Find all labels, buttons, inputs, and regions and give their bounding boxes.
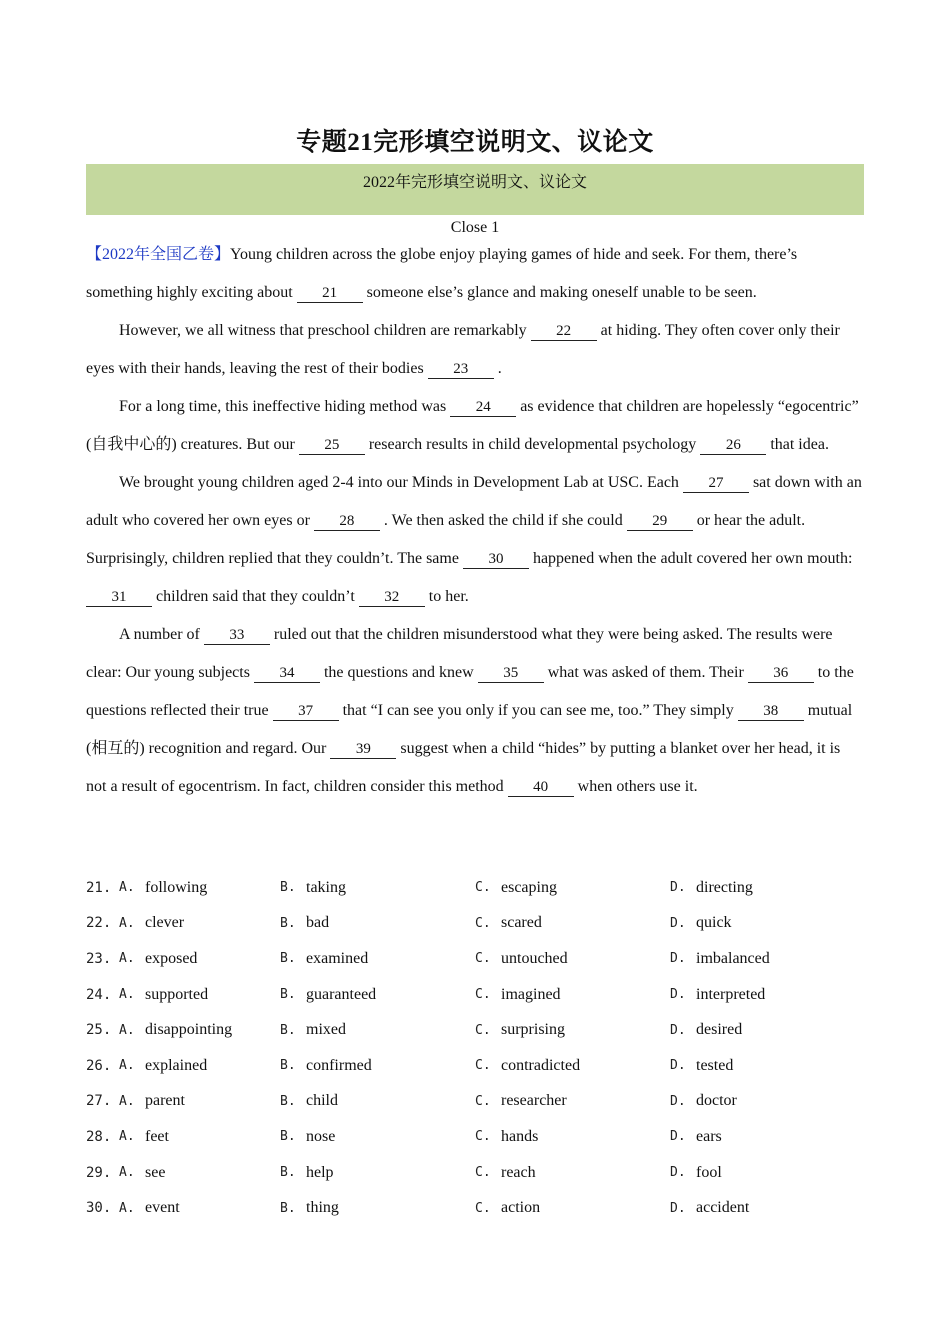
blank-34: 34 [254,664,320,683]
option-letter: D. [670,915,686,931]
option-text: imagined [501,985,561,1003]
option-text: fool [696,1163,722,1181]
option-text: untouched [501,949,568,967]
question-number: 24. [86,986,112,1003]
option-text: supported [145,985,209,1003]
option-d [670,950,860,968]
option-text: scared [501,914,542,932]
option-text: disappointing [145,1021,233,1039]
option-letter: A. [119,987,135,1003]
blank-21: 21 [297,284,363,303]
option-text: reach [501,1163,536,1181]
passage-paragraph: 【2022年全国乙卷】Young children across the globe enjoy playing games of hide and seek. For them, there’s something highly exciting about 21 someone else’s glance and making oneself unable to be seen. [86,246,798,301]
blank-28: 28 [314,512,380,531]
option-letter: B. [280,1058,296,1074]
option-c [475,1128,670,1146]
option-a [119,1128,280,1146]
blank-24: 24 [450,398,516,417]
option-text: following [145,878,208,896]
question-number: 25. [86,1022,112,1039]
option-text: examined [306,949,369,967]
passage-paragraph: A number of 33 ruled out that the children misunderstood what they were being asked. The results were clear: Our young subjects 34 the questions and knew 35 what was asked of them. Their 36 to the questions reflected their true 37 that “I can see you only if you can see me, too.” They simply 38 mutual (相互的) recognition and regard. Our 39 suggest when a child “hides” by putting a blanket over her head, it is not a result of egocentrism. In fact, children consider this method 40 when others use it. [86,626,854,795]
option-b [280,879,475,897]
option-text: desired [696,1021,743,1039]
option-text: help [306,1163,334,1181]
blank-39: 39 [330,740,396,759]
option-text: guaranteed [306,985,377,1003]
option-a [119,1021,280,1039]
option-text: quick [696,914,732,932]
option-text: contradicted [501,1056,581,1074]
option-a [119,1199,280,1217]
option-a [119,879,280,897]
option-text: thing [306,1199,339,1217]
blank-31: 31 [86,588,152,607]
option-b [280,1128,475,1146]
option-row [86,941,864,977]
option-text: researcher [501,1092,567,1110]
section-banner [86,164,864,215]
options-table [86,870,864,1226]
option-text: accident [696,1199,750,1217]
option-text: explained [145,1056,208,1074]
option-text: bad [306,914,330,932]
option-d [670,1199,860,1217]
option-a [119,1057,280,1075]
option-text: hands [501,1127,539,1145]
option-d [670,914,860,932]
option-letter: D. [670,951,686,967]
cloze-label: Close 1 [450,219,500,236]
option-row [86,906,864,942]
option-letter: B. [280,1129,296,1145]
option-row [86,1190,864,1226]
option-c [475,1199,670,1217]
option-c [475,950,670,968]
option-letter: A. [119,1200,135,1216]
option-letter: A. [119,915,135,931]
option-d [670,1092,860,1110]
question-number: 27. [86,1093,112,1110]
option-b [280,914,475,932]
blank-33: 33 [204,626,270,645]
question-number: 28. [86,1128,112,1145]
option-c [475,1021,670,1039]
option-b [280,1092,475,1110]
option-d [670,986,860,1004]
passage-paragraph: However, we all witness that preschool children are remarkably 22 at hiding. They often cover only their eyes with their hands, leaving the rest of their bodies 23 . [86,322,840,377]
blank-26: 26 [700,436,766,455]
option-letter: C. [475,1058,491,1074]
option-letter: C. [475,1093,491,1109]
page-title: 专题21完形填空说明文、议论文 [296,129,654,156]
option-text: ears [696,1127,722,1145]
option-row [86,1155,864,1191]
question-number: 22. [86,915,112,932]
option-b [280,950,475,968]
option-a [119,1092,280,1110]
option-text: mixed [306,1021,346,1039]
option-letter: B. [280,1022,296,1038]
option-d [670,1057,860,1075]
option-letter: B. [280,915,296,931]
option-letter: D. [670,880,686,896]
option-d [670,879,860,897]
option-letter: B. [280,1200,296,1216]
blank-38: 38 [738,702,804,721]
option-letter: D. [670,1165,686,1181]
option-letter: A. [119,951,135,967]
question-number: 29. [86,1164,112,1181]
source-tag: 【2022年全国乙卷】 [86,246,231,263]
option-letter: B. [280,880,296,896]
option-row [86,1119,864,1155]
blank-22: 22 [531,322,597,341]
option-text: nose [306,1127,336,1145]
option-text: taking [306,878,346,896]
option-text: action [501,1199,541,1217]
option-text: escaping [501,878,557,896]
blank-23: 23 [428,360,494,379]
option-row [86,1048,864,1084]
option-c [475,1057,670,1075]
option-letter: A. [119,1165,135,1181]
option-letter: C. [475,1200,491,1216]
option-text: feet [145,1127,169,1145]
option-letter: C. [475,915,491,931]
cloze-passage [86,236,864,806]
option-letter: A. [119,1093,135,1109]
blank-29: 29 [627,512,693,531]
option-letter: D. [670,1129,686,1145]
option-d [670,1164,860,1182]
option-d [670,1128,860,1146]
option-text: event [145,1199,180,1217]
option-letter: C. [475,1165,491,1181]
option-a [119,1164,280,1182]
option-letter: D. [670,1058,686,1074]
option-letter: A. [119,880,135,896]
blank-36: 36 [748,664,814,683]
blank-30: 30 [463,550,529,569]
option-c [475,914,670,932]
option-letter: C. [475,880,491,896]
option-text: surprising [501,1021,565,1039]
option-row [86,977,864,1013]
question-number: 30. [86,1200,112,1217]
option-letter: D. [670,987,686,1003]
option-text: doctor [696,1092,737,1110]
option-letter: C. [475,951,491,967]
option-text: exposed [145,949,198,967]
option-letter: D. [670,1093,686,1109]
blank-27: 27 [683,474,749,493]
option-letter: C. [475,987,491,1003]
blank-40: 40 [508,778,574,797]
option-text: see [145,1163,166,1181]
option-text: parent [145,1092,185,1110]
option-c [475,879,670,897]
option-b [280,1021,475,1039]
option-letter: A. [119,1058,135,1074]
question-number: 21. [86,879,112,896]
option-letter: D. [670,1022,686,1038]
option-letter: C. [475,1022,491,1038]
option-b [280,1164,475,1182]
option-letter: A. [119,1129,135,1145]
option-letter: B. [280,1165,296,1181]
option-text: child [306,1092,338,1110]
option-b [280,1199,475,1217]
blank-35: 35 [478,664,544,683]
passage-paragraph: For a long time, this ineffective hiding method was 24 as evidence that children are hopelessly “egocentric” (自我中心的) creatures. But our 25 research results in child developmental psychology 26 that idea. [86,398,859,453]
option-c [475,1092,670,1110]
option-d [670,1021,860,1039]
question-number: 23. [86,950,112,967]
blank-32: 32 [359,588,425,607]
option-a [119,950,280,968]
option-text: interpreted [696,985,766,1003]
option-text: clever [145,914,185,932]
blank-25: 25 [299,436,365,455]
option-row [86,870,864,906]
question-number: 26. [86,1057,112,1074]
option-a [119,914,280,932]
option-text: confirmed [306,1056,372,1074]
option-text: directing [696,878,753,896]
option-row [86,1012,864,1048]
option-text: imbalanced [696,949,770,967]
option-letter: D. [670,1200,686,1216]
blank-37: 37 [273,702,339,721]
option-letter: B. [280,987,296,1003]
option-letter: C. [475,1129,491,1145]
passage-paragraph: We brought young children aged 2-4 into our Minds in Development Lab at USC. Each 27 sat down with an adult who covered her own eyes or 28 . We then asked the child if she could 29 or hear the adult. Surprisingly, children replied that they couldn’t. The same 30 happened when the adult covered her own mouth: 31 children said that they couldn’t 32 to her. [86,474,862,605]
option-letter: B. [280,1093,296,1109]
option-a [119,986,280,1004]
option-letter: B. [280,951,296,967]
option-letter: A. [119,1022,135,1038]
option-b [280,1057,475,1075]
option-c [475,986,670,1004]
option-b [280,986,475,1004]
option-c [475,1164,670,1182]
option-row [86,1084,864,1120]
banner-text: 2022年完形填空说明文、议论文 [362,174,587,191]
option-text: tested [696,1056,734,1074]
